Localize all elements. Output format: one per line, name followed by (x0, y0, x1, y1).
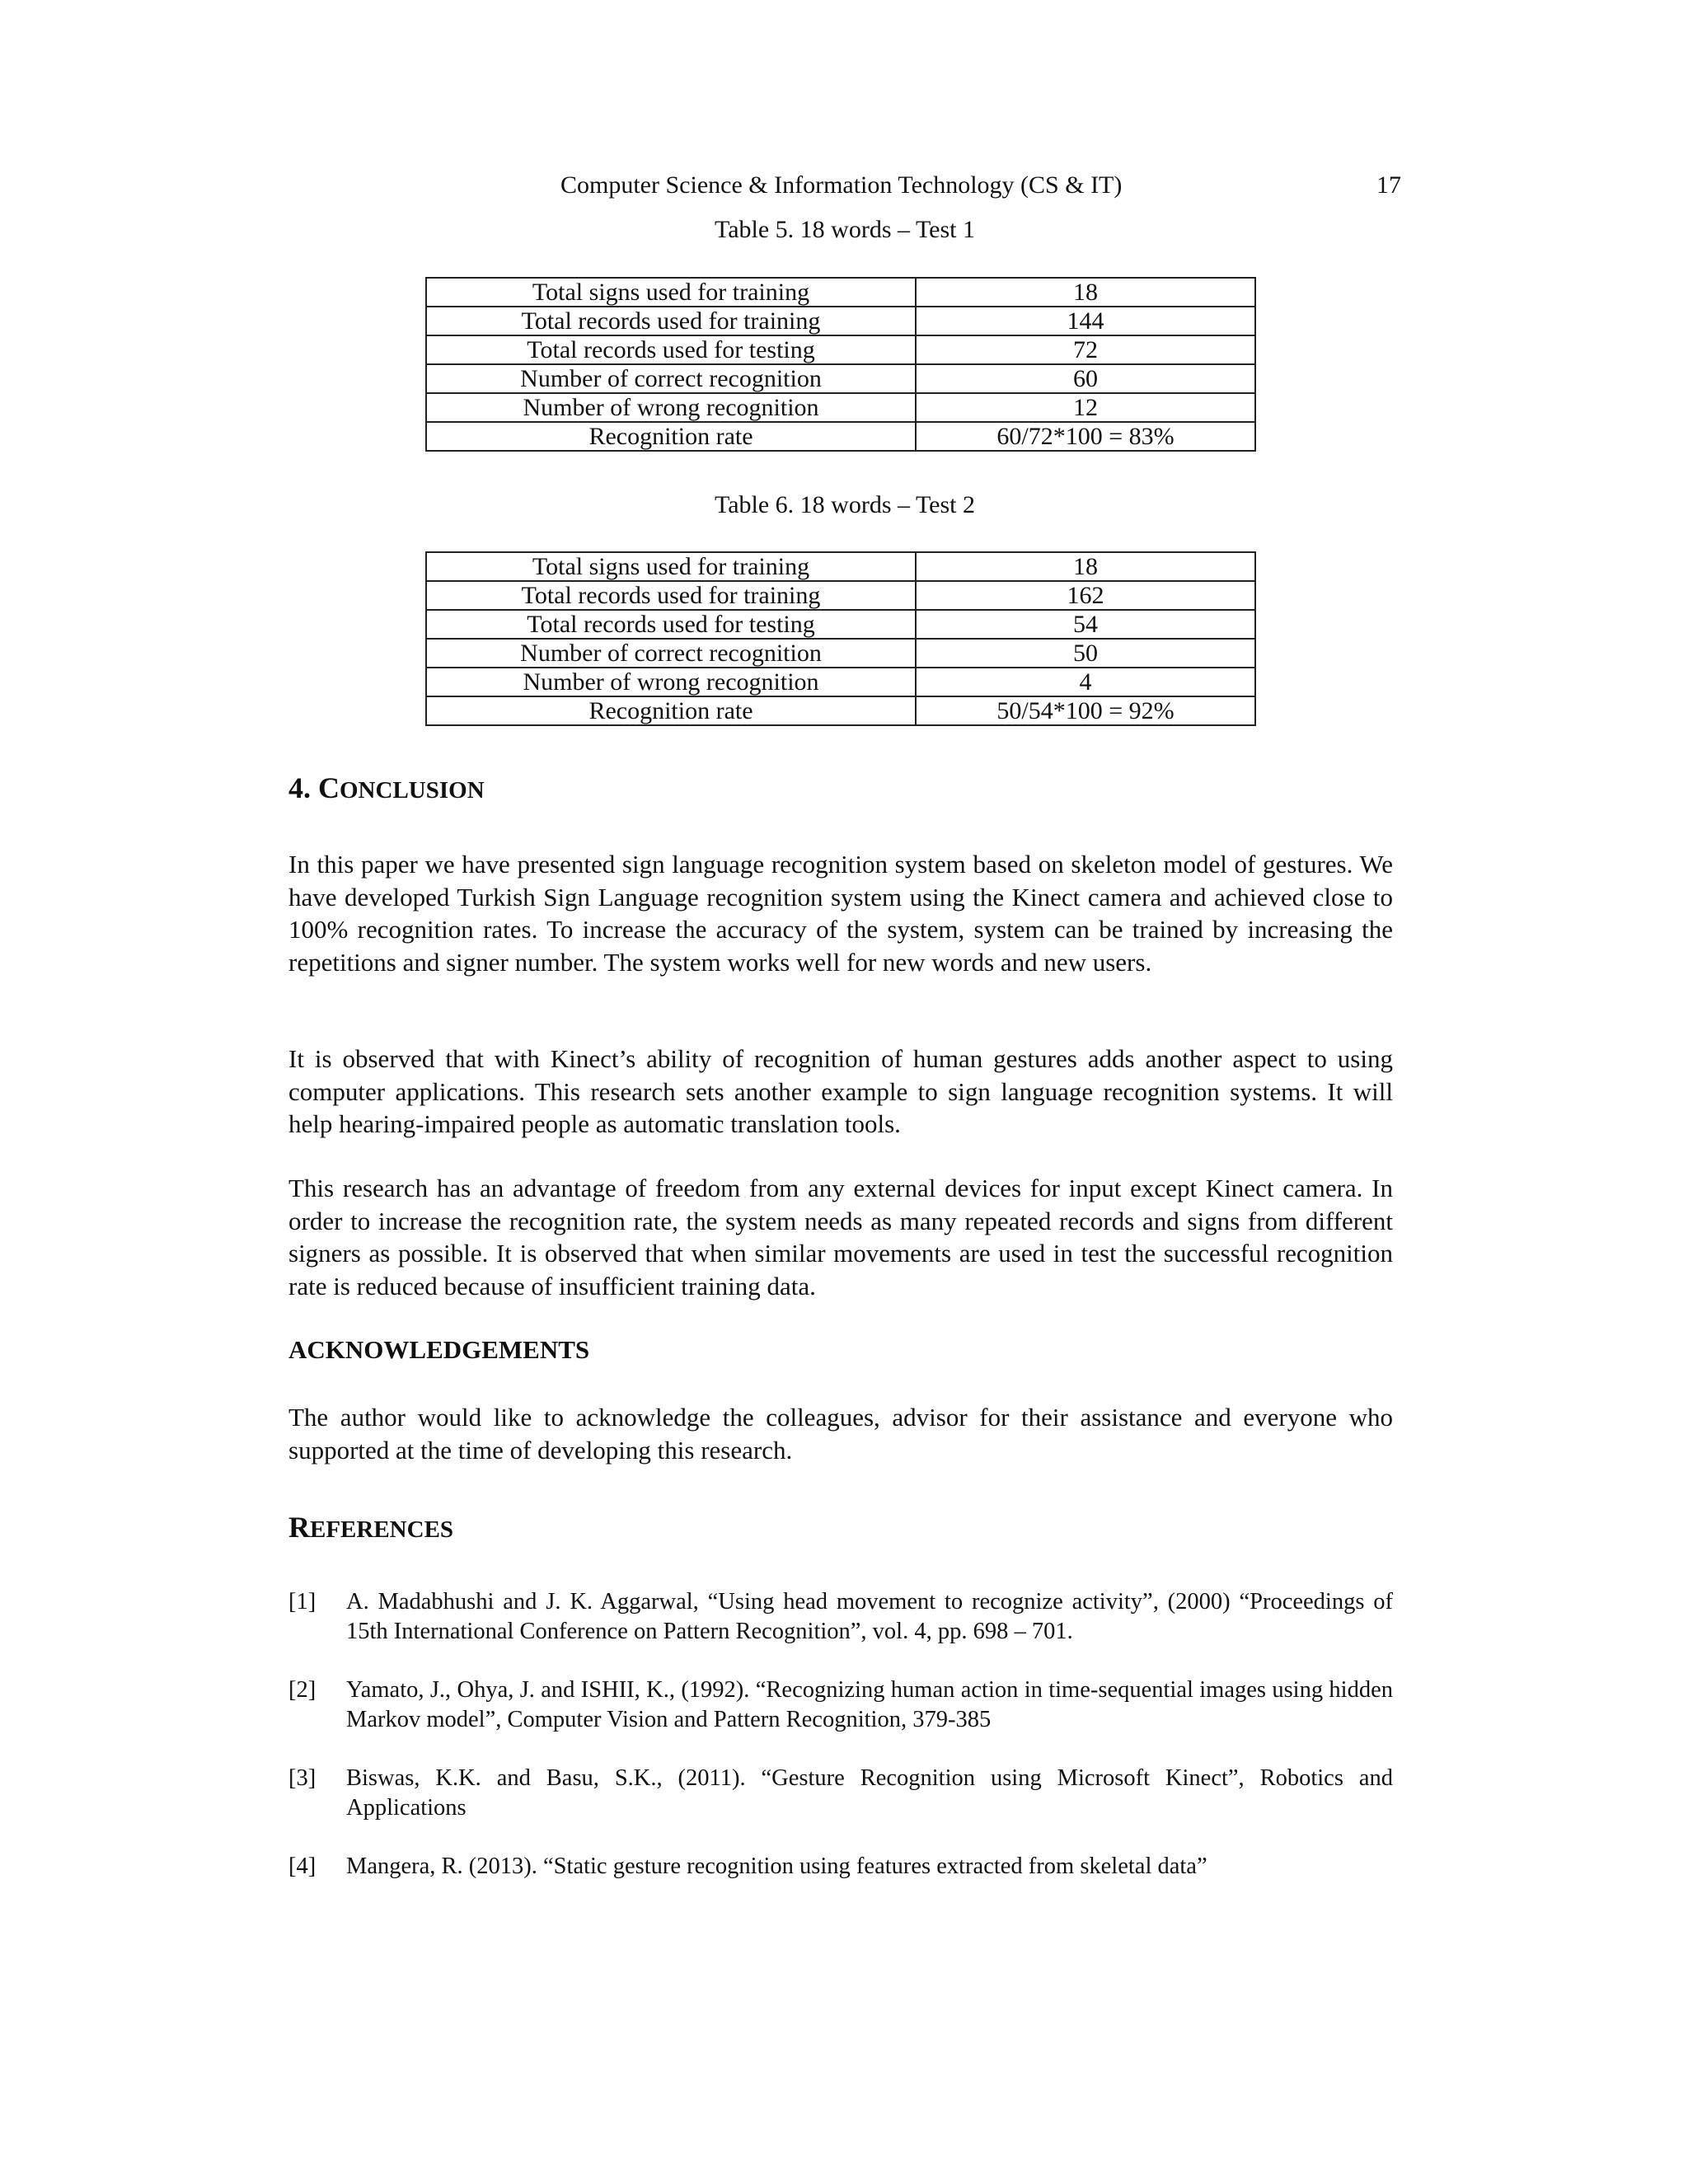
reference-item (288, 1587, 1393, 1647)
table-cell-label: Total records used for testing (426, 610, 916, 639)
heading-initial: R (288, 1511, 310, 1544)
heading-rest: ONCLUSION (340, 777, 485, 804)
table-row (426, 581, 1255, 610)
table-cell-label: Number of correct recognition (426, 364, 916, 393)
table-row (426, 610, 1255, 639)
table-cell-label: Total signs used for training (426, 552, 916, 581)
table-row (426, 307, 1255, 335)
reference-item (288, 1764, 1393, 1823)
table-row (426, 668, 1255, 696)
table-cell-value: 4 (916, 668, 1255, 696)
table-row (426, 422, 1255, 451)
table-cell-label: Recognition rate (426, 696, 916, 725)
table-row (426, 278, 1255, 307)
table-row (426, 393, 1255, 422)
table-cell-label: Total signs used for training (426, 278, 916, 307)
table-cell-label: Number of wrong recognition (426, 393, 916, 422)
references-heading (288, 1510, 453, 1544)
table-cell-value: 50 (916, 639, 1255, 668)
reference-number: [4] (288, 1854, 316, 1879)
conclusion-heading (288, 771, 485, 805)
table-cell-value: 54 (916, 610, 1255, 639)
table-row (426, 364, 1255, 393)
conclusion-paragraph: In this paper we have presented sign language recognition system based on skeleton model of gestures. We have developed Turkish Sign Language recognition system using the Kinect camera and achieved close to 100% recognition rates. To increase the accuracy of the system, system can be trained by increasing the repetitions and signer number. The system works well for new words and new users. (288, 850, 1393, 977)
table-cell-label: Total records used for testing (426, 335, 916, 364)
table-cell-label: Number of wrong recognition (426, 668, 916, 696)
table-cell-value: 50/54*100 = 92% (916, 696, 1255, 725)
section-number: 4. (288, 771, 311, 804)
table-cell-value: 12 (916, 393, 1255, 422)
reference-text: Yamato, J., Ohya, J. and ISHII, K., (1992). “Recognizing human action in time-sequential images using hidden Markov model”, Computer Vision and Pattern Recognition, 379-385 (346, 1677, 1393, 1732)
reference-item (288, 1675, 1393, 1735)
conclusion-paragraph: This research has an advantage of freedom from any external devices for input except Kinect camera. In order to increase the recognition rate, the system needs as many repeated records and signs from different signers as possible. It is observed that when similar movements are used in test the successful recognition rate is reduced because of insufficient training data. (288, 1174, 1393, 1301)
table-row (426, 552, 1255, 581)
reference-number: [3] (288, 1765, 316, 1791)
acknowledgements-paragraph: The author would like to acknowledge the colleagues, advisor for their assistance and everyone who supported at the time of developing this research. (288, 1403, 1393, 1465)
table-cell-label: Number of correct recognition (426, 639, 916, 668)
running-header (288, 171, 1401, 204)
table-cell-label: Total records used for training (426, 307, 916, 335)
table-cell-value: 60 (916, 364, 1255, 393)
table-6-caption: Table 6. 18 words – Test 2 (714, 491, 976, 518)
page-number: 17 (1376, 171, 1401, 199)
table-row (426, 696, 1255, 725)
acknowledgements-heading: ACKNOWLEDGEMENTS (288, 1335, 590, 1364)
table-cell-value: 144 (916, 307, 1255, 335)
reference-number: [1] (288, 1589, 316, 1615)
table-5 (425, 277, 1256, 452)
table-cell-value: 162 (916, 581, 1255, 610)
table-cell-label: Recognition rate (426, 422, 916, 451)
table-cell-value: 72 (916, 335, 1255, 364)
heading-rest: EFERENCES (310, 1516, 454, 1543)
table-cell-label: Total records used for training (426, 581, 916, 610)
conclusion-paragraph: It is observed that with Kinect’s ability of recognition of human gestures adds another aspect to using computer applications. This research sets another example to sign language recognition systems. It will help hearing-impaired people as automatic translation tools. (288, 1044, 1393, 1138)
heading-initial: C (318, 771, 340, 804)
table-6 (425, 551, 1256, 726)
reference-text: Mangera, R. (2013). “Static gesture recognition using features extracted from skeletal data” (346, 1854, 1207, 1879)
reference-number: [2] (288, 1677, 316, 1703)
reference-text: Biswas, K.K. and Basu, S.K., (2011). “Gesture Recognition using Microsoft Kinect”, Robotics and Applications (346, 1765, 1393, 1821)
table-row (426, 639, 1255, 668)
journal-title: Computer Science & Information Technology (CS & IT) (560, 171, 1123, 199)
reference-item (288, 1852, 1393, 1882)
table-5-caption: Table 5. 18 words – Test 1 (714, 216, 976, 243)
table-cell-value: 18 (916, 552, 1255, 581)
table-cell-value: 60/72*100 = 83% (916, 422, 1255, 451)
table-row (426, 335, 1255, 364)
reference-text: A. Madabhushi and J. K. Aggarwal, “Using head movement to recognize activity”, (2000) “Proceedings of 15th International Conference on Pattern Recognition”, vol. 4, pp. 698 – 701. (346, 1589, 1393, 1644)
table-cell-value: 18 (916, 278, 1255, 307)
